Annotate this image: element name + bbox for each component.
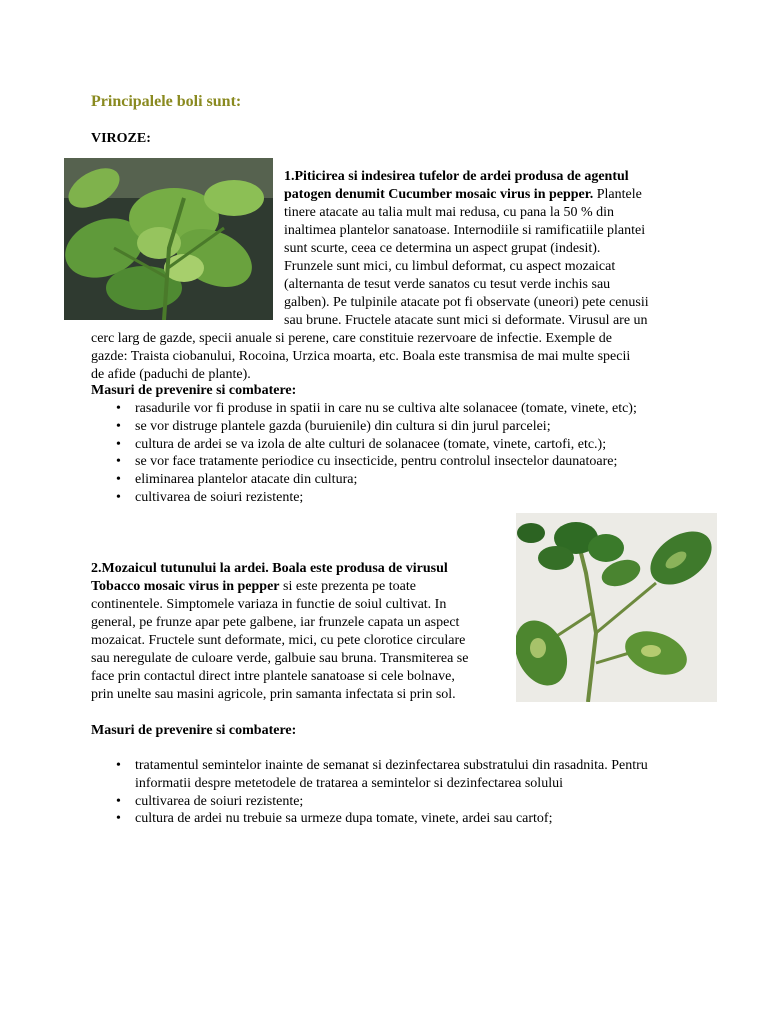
text-line: mozaicat. Fructele sunt deformate, mici, cu pete clorotice circulare	[91, 633, 466, 648]
list-item: • cultura de ardei se va izola de alte culturi de solanacee (tomate, vinete, cartofi, etc.);	[110, 436, 710, 454]
section-title: VIROZE:	[91, 131, 151, 146]
text-line: 1.Piticirea si indesirea tufelor de ardei produsa de agentul	[284, 169, 629, 184]
text-line: sau neregulate de culoare verde, galbuie sau bruna. Transmiterea se	[91, 651, 469, 666]
text-line: face prin contactul direct intre plantele sanatoase si cele bolnave,	[91, 669, 455, 684]
list-item: • se vor distruge plantele gazda (buruienile) din cultura si din jurul parcelei;	[110, 418, 710, 436]
text-line: 2.Mozaicul tutunului la ardei. Boala este produsa de virusul	[91, 561, 448, 576]
list-item: • tratamentul semintelor inainte de semanat si dezinfectarea substratului din rasadnita. Pentru informatii despre metetodele de tratarea a semintelor si dezinfectarea solului	[110, 757, 670, 793]
text-line: Frunzele sunt mici, cu limbul deformat, cu aspect mozaicat	[284, 259, 616, 274]
text-line: de afide (paduchi de plante).	[91, 367, 251, 382]
text-line: inaltimea plantelor sanatoase. Internodiile si ramificatiile plantei	[284, 223, 646, 238]
text-line: patogen denumit Cucumber mosaic virus in pepper. Plantele	[284, 187, 642, 202]
list-item: • eliminarea plantelor atacate din cultura;	[110, 471, 710, 489]
measures-label-1: Masuri de prevenire si combatere:	[91, 383, 297, 398]
text-line: sunt scurte, ceea ce determina un aspect grupat (indesit).	[284, 241, 601, 256]
measures-label-2: Masuri de prevenire si combatere:	[91, 723, 297, 738]
list-item: • cultura de ardei nu trebuie sa urmeze dupa tomate, vinete, ardei sau cartof;	[110, 810, 670, 828]
page-heading: Principalele boli sunt:	[91, 93, 242, 110]
disease1-text-right	[284, 168, 674, 330]
text-line: Tobacco mosaic virus in pepper si este prezenta pe toate	[91, 579, 416, 594]
measures-list-2	[110, 757, 670, 828]
text-line: (alternanta de tesut verde sanatos cu tesut verde inchis sau	[284, 277, 611, 292]
list-item: • cultivarea de soiuri rezistente;	[110, 489, 710, 507]
disease2-text	[91, 560, 501, 704]
list-item: • se vor face tratamente periodice cu insecticide, pentru controlul insectelor daunatoare;	[110, 453, 710, 471]
text-line: continentele. Simptomele variaza in functie de soiul cultivat. In	[91, 597, 447, 612]
text-line: sau brune. Fructele atacate sunt mici si deformate. Virusul are un	[284, 313, 648, 328]
list-item: • cultivarea de soiuri rezistente;	[110, 793, 670, 811]
text-line: cerc larg de gazde, specii anuale si perene, care constituie rezervoare de infectie. Exemple de	[91, 331, 612, 346]
text-line: prin unelte sau masini agricole, prin samanta infectata si prin sol.	[91, 687, 456, 702]
disease1-text-full	[91, 330, 681, 384]
text-line: galben). Pe tulpinile atacate pot fi observate (uneori) pete cenusii	[284, 295, 649, 310]
text-line: gazde: Traista ciobanului, Rocoina, Urzica moarta, etc. Boala este transmisa de mai multe specii	[91, 349, 631, 364]
list-item: • rasadurile vor fi produse in spatii in care nu se cultiva alte solanacee (tomate, vinete, etc);	[110, 400, 710, 418]
text-line: tinere atacate au talia mult mai redusa, cu pana la 50 % din	[284, 205, 615, 220]
text-line: general, pe frunze apar pete galbene, iar frunzele capata un aspect	[91, 615, 460, 630]
mosaic-leaves-photo	[516, 513, 717, 702]
measures-list-1	[110, 400, 710, 507]
pepper-plant-photo	[64, 158, 273, 320]
